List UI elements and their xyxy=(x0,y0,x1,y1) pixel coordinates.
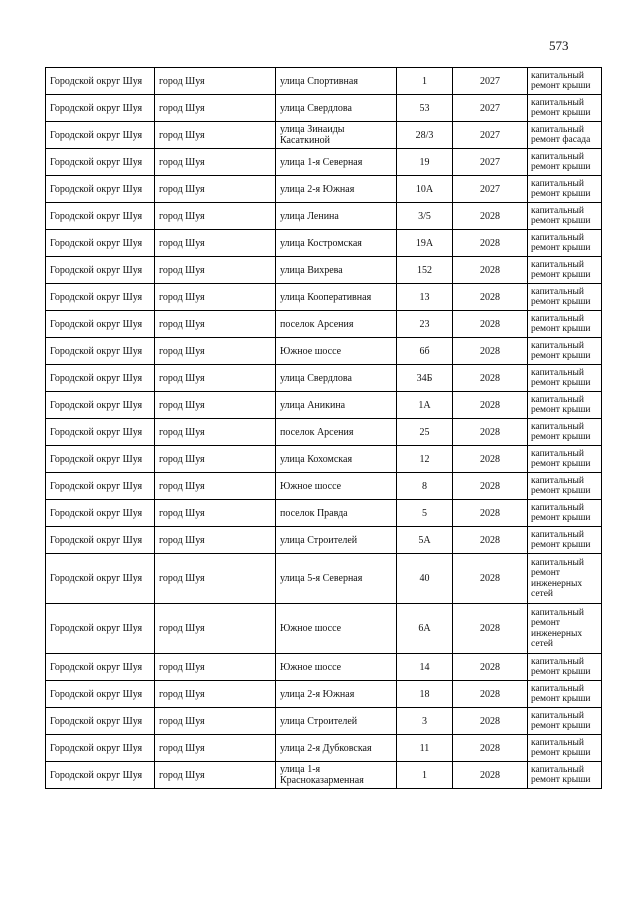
house-number-cell: 19 xyxy=(397,149,453,176)
settlement-cell: город Шуя xyxy=(155,230,276,257)
district-cell: Городской округ Шуя xyxy=(46,284,155,311)
year-cell: 2027 xyxy=(453,176,528,203)
settlement-cell: город Шуя xyxy=(155,419,276,446)
settlement-cell: город Шуя xyxy=(155,762,276,789)
house-number-cell: 25 xyxy=(397,419,453,446)
work-type-cell: капитальный ремонт крыши xyxy=(528,257,602,284)
district-cell: Городской округ Шуя xyxy=(46,338,155,365)
year-cell: 2028 xyxy=(453,203,528,230)
street-cell: поселок Арсения xyxy=(276,311,397,338)
settlement-cell: город Шуя xyxy=(155,95,276,122)
work-type-cell: капитальный ремонт крыши xyxy=(528,654,602,681)
district-cell: Городской округ Шуя xyxy=(46,554,155,604)
year-cell: 2028 xyxy=(453,527,528,554)
table-row xyxy=(46,554,602,604)
work-type-cell: капитальный ремонт крыши xyxy=(528,365,602,392)
settlement-cell: город Шуя xyxy=(155,446,276,473)
year-cell: 2028 xyxy=(453,311,528,338)
settlement-cell: город Шуя xyxy=(155,554,276,604)
table-row xyxy=(46,68,602,95)
house-number-cell: 12 xyxy=(397,446,453,473)
work-type-cell: капитальный ремонт крыши xyxy=(528,311,602,338)
work-type-cell: капитальный ремонт крыши xyxy=(528,473,602,500)
year-cell: 2028 xyxy=(453,365,528,392)
table-row xyxy=(46,527,602,554)
year-cell: 2028 xyxy=(453,230,528,257)
street-cell: улица Свердлова xyxy=(276,95,397,122)
table-row xyxy=(46,122,602,149)
street-cell: улица Спортивная xyxy=(276,68,397,95)
district-cell: Городской округ Шуя xyxy=(46,230,155,257)
settlement-cell: город Шуя xyxy=(155,338,276,365)
work-type-cell: капитальный ремонт крыши xyxy=(528,735,602,762)
street-cell: Южное шоссе xyxy=(276,473,397,500)
table-row xyxy=(46,203,602,230)
work-type-cell: капитальный ремонт крыши xyxy=(528,95,602,122)
table-row xyxy=(46,735,602,762)
table-row xyxy=(46,338,602,365)
work-type-cell: капитальный ремонт крыши xyxy=(528,500,602,527)
settlement-cell: город Шуя xyxy=(155,681,276,708)
street-cell: улица 2-я Дубковская xyxy=(276,735,397,762)
district-cell: Городской округ Шуя xyxy=(46,604,155,654)
table-row xyxy=(46,230,602,257)
district-cell: Городской округ Шуя xyxy=(46,735,155,762)
table-row xyxy=(46,419,602,446)
table-row xyxy=(46,446,602,473)
work-type-cell: капитальный ремонт крыши xyxy=(528,176,602,203)
year-cell: 2027 xyxy=(453,95,528,122)
table-row xyxy=(46,681,602,708)
year-cell: 2028 xyxy=(453,257,528,284)
house-number-cell: 13 xyxy=(397,284,453,311)
work-type-cell: капитальный ремонт инженерных сетей xyxy=(528,554,602,604)
settlement-cell: город Шуя xyxy=(155,527,276,554)
district-cell: Городской округ Шуя xyxy=(46,654,155,681)
table-row xyxy=(46,762,602,789)
street-cell: поселок Арсения xyxy=(276,419,397,446)
house-number-cell: 28/3 xyxy=(397,122,453,149)
street-cell: Южное шоссе xyxy=(276,654,397,681)
year-cell: 2028 xyxy=(453,338,528,365)
house-number-cell: 34Б xyxy=(397,365,453,392)
year-cell: 2028 xyxy=(453,735,528,762)
district-cell: Городской округ Шуя xyxy=(46,95,155,122)
street-cell: улица Строителей xyxy=(276,708,397,735)
house-number-cell: 1 xyxy=(397,68,453,95)
street-cell: Южное шоссе xyxy=(276,338,397,365)
work-type-cell: капитальный ремонт инженерных сетей xyxy=(528,604,602,654)
table-row xyxy=(46,392,602,419)
work-type-cell: капитальный ремонт крыши xyxy=(528,338,602,365)
house-number-cell: 40 xyxy=(397,554,453,604)
street-cell: улица Ленина xyxy=(276,203,397,230)
house-number-cell: 23 xyxy=(397,311,453,338)
district-cell: Городской округ Шуя xyxy=(46,708,155,735)
house-number-cell: 19А xyxy=(397,230,453,257)
district-cell: Городской округ Шуя xyxy=(46,176,155,203)
district-cell: Городской округ Шуя xyxy=(46,473,155,500)
work-type-cell: капитальный ремонт крыши xyxy=(528,284,602,311)
street-cell: улица Зинаиды Касаткиной xyxy=(276,122,397,149)
settlement-cell: город Шуя xyxy=(155,149,276,176)
district-cell: Городской округ Шуя xyxy=(46,203,155,230)
street-cell: улица Кохомская xyxy=(276,446,397,473)
settlement-cell: город Шуя xyxy=(155,68,276,95)
settlement-cell: город Шуя xyxy=(155,365,276,392)
settlement-cell: город Шуя xyxy=(155,604,276,654)
district-cell: Городской округ Шуя xyxy=(46,762,155,789)
table-row xyxy=(46,500,602,527)
settlement-cell: город Шуя xyxy=(155,473,276,500)
settlement-cell: город Шуя xyxy=(155,257,276,284)
house-number-cell: 152 xyxy=(397,257,453,284)
settlement-cell: город Шуя xyxy=(155,500,276,527)
year-cell: 2028 xyxy=(453,681,528,708)
district-cell: Городской округ Шуя xyxy=(46,446,155,473)
district-cell: Городской округ Шуя xyxy=(46,681,155,708)
table-row xyxy=(46,95,602,122)
house-number-cell: 6А xyxy=(397,604,453,654)
district-cell: Городской округ Шуя xyxy=(46,500,155,527)
street-cell: поселок Правда xyxy=(276,500,397,527)
district-cell: Городской округ Шуя xyxy=(46,365,155,392)
district-cell: Городской округ Шуя xyxy=(46,419,155,446)
page-number: 573 xyxy=(549,38,569,53)
table-row xyxy=(46,473,602,500)
settlement-cell: город Шуя xyxy=(155,735,276,762)
district-cell: Городской округ Шуя xyxy=(46,311,155,338)
district-cell: Городской округ Шуя xyxy=(46,122,155,149)
house-number-cell: 6б xyxy=(397,338,453,365)
work-type-cell: капитальный ремонт фасада xyxy=(528,122,602,149)
work-type-cell: капитальный ремонт крыши xyxy=(528,708,602,735)
street-cell: улица 1-я Северная xyxy=(276,149,397,176)
street-cell: улица 5-я Северная xyxy=(276,554,397,604)
year-cell: 2028 xyxy=(453,604,528,654)
street-cell: улица Строителей xyxy=(276,527,397,554)
table-row xyxy=(46,365,602,392)
year-cell: 2028 xyxy=(453,473,528,500)
street-cell: улица 1-я Красноказарменная xyxy=(276,762,397,789)
district-cell: Городской округ Шуя xyxy=(46,527,155,554)
street-cell: улица Кооперативная xyxy=(276,284,397,311)
work-type-cell: капитальный ремонт крыши xyxy=(528,203,602,230)
district-cell: Городской округ Шуя xyxy=(46,392,155,419)
settlement-cell: город Шуя xyxy=(155,284,276,311)
year-cell: 2028 xyxy=(453,446,528,473)
house-number-cell: 3/5 xyxy=(397,203,453,230)
year-cell: 2028 xyxy=(453,284,528,311)
settlement-cell: город Шуя xyxy=(155,708,276,735)
work-type-cell: капитальный ремонт крыши xyxy=(528,527,602,554)
work-type-cell: капитальный ремонт крыши xyxy=(528,762,602,789)
repair-schedule-table xyxy=(45,67,602,789)
settlement-cell: город Шуя xyxy=(155,392,276,419)
district-cell: Городской округ Шуя xyxy=(46,149,155,176)
street-cell: Южное шоссе xyxy=(276,604,397,654)
street-cell: улица Аникина xyxy=(276,392,397,419)
house-number-cell: 14 xyxy=(397,654,453,681)
house-number-cell: 5 xyxy=(397,500,453,527)
table-row xyxy=(46,604,602,654)
house-number-cell: 1 xyxy=(397,762,453,789)
street-cell: улица 2-я Южная xyxy=(276,176,397,203)
settlement-cell: город Шуя xyxy=(155,176,276,203)
house-number-cell: 18 xyxy=(397,681,453,708)
table-row xyxy=(46,284,602,311)
year-cell: 2028 xyxy=(453,419,528,446)
district-cell: Городской округ Шуя xyxy=(46,68,155,95)
table-row xyxy=(46,311,602,338)
year-cell: 2027 xyxy=(453,149,528,176)
street-cell: улица Костромская xyxy=(276,230,397,257)
table-body xyxy=(46,68,602,789)
house-number-cell: 5А xyxy=(397,527,453,554)
year-cell: 2027 xyxy=(453,122,528,149)
district-cell: Городской округ Шуя xyxy=(46,257,155,284)
year-cell: 2028 xyxy=(453,654,528,681)
work-type-cell: капитальный ремонт крыши xyxy=(528,230,602,257)
street-cell: улица Вихрева xyxy=(276,257,397,284)
table-row xyxy=(46,257,602,284)
work-type-cell: капитальный ремонт крыши xyxy=(528,392,602,419)
house-number-cell: 1А xyxy=(397,392,453,419)
house-number-cell: 8 xyxy=(397,473,453,500)
street-cell: улица 2-я Южная xyxy=(276,681,397,708)
year-cell: 2028 xyxy=(453,554,528,604)
table-row xyxy=(46,708,602,735)
table-row xyxy=(46,654,602,681)
work-type-cell: капитальный ремонт крыши xyxy=(528,419,602,446)
house-number-cell: 11 xyxy=(397,735,453,762)
year-cell: 2028 xyxy=(453,708,528,735)
work-type-cell: капитальный ремонт крыши xyxy=(528,68,602,95)
settlement-cell: город Шуя xyxy=(155,654,276,681)
year-cell: 2028 xyxy=(453,392,528,419)
settlement-cell: город Шуя xyxy=(155,203,276,230)
work-type-cell: капитальный ремонт крыши xyxy=(528,149,602,176)
settlement-cell: город Шуя xyxy=(155,311,276,338)
table-row xyxy=(46,149,602,176)
table-row xyxy=(46,176,602,203)
street-cell: улица Свердлова xyxy=(276,365,397,392)
work-type-cell: капитальный ремонт крыши xyxy=(528,446,602,473)
settlement-cell: город Шуя xyxy=(155,122,276,149)
house-number-cell: 10А xyxy=(397,176,453,203)
house-number-cell: 3 xyxy=(397,708,453,735)
year-cell: 2027 xyxy=(453,68,528,95)
year-cell: 2028 xyxy=(453,500,528,527)
work-type-cell: капитальный ремонт крыши xyxy=(528,681,602,708)
year-cell: 2028 xyxy=(453,762,528,789)
house-number-cell: 53 xyxy=(397,95,453,122)
